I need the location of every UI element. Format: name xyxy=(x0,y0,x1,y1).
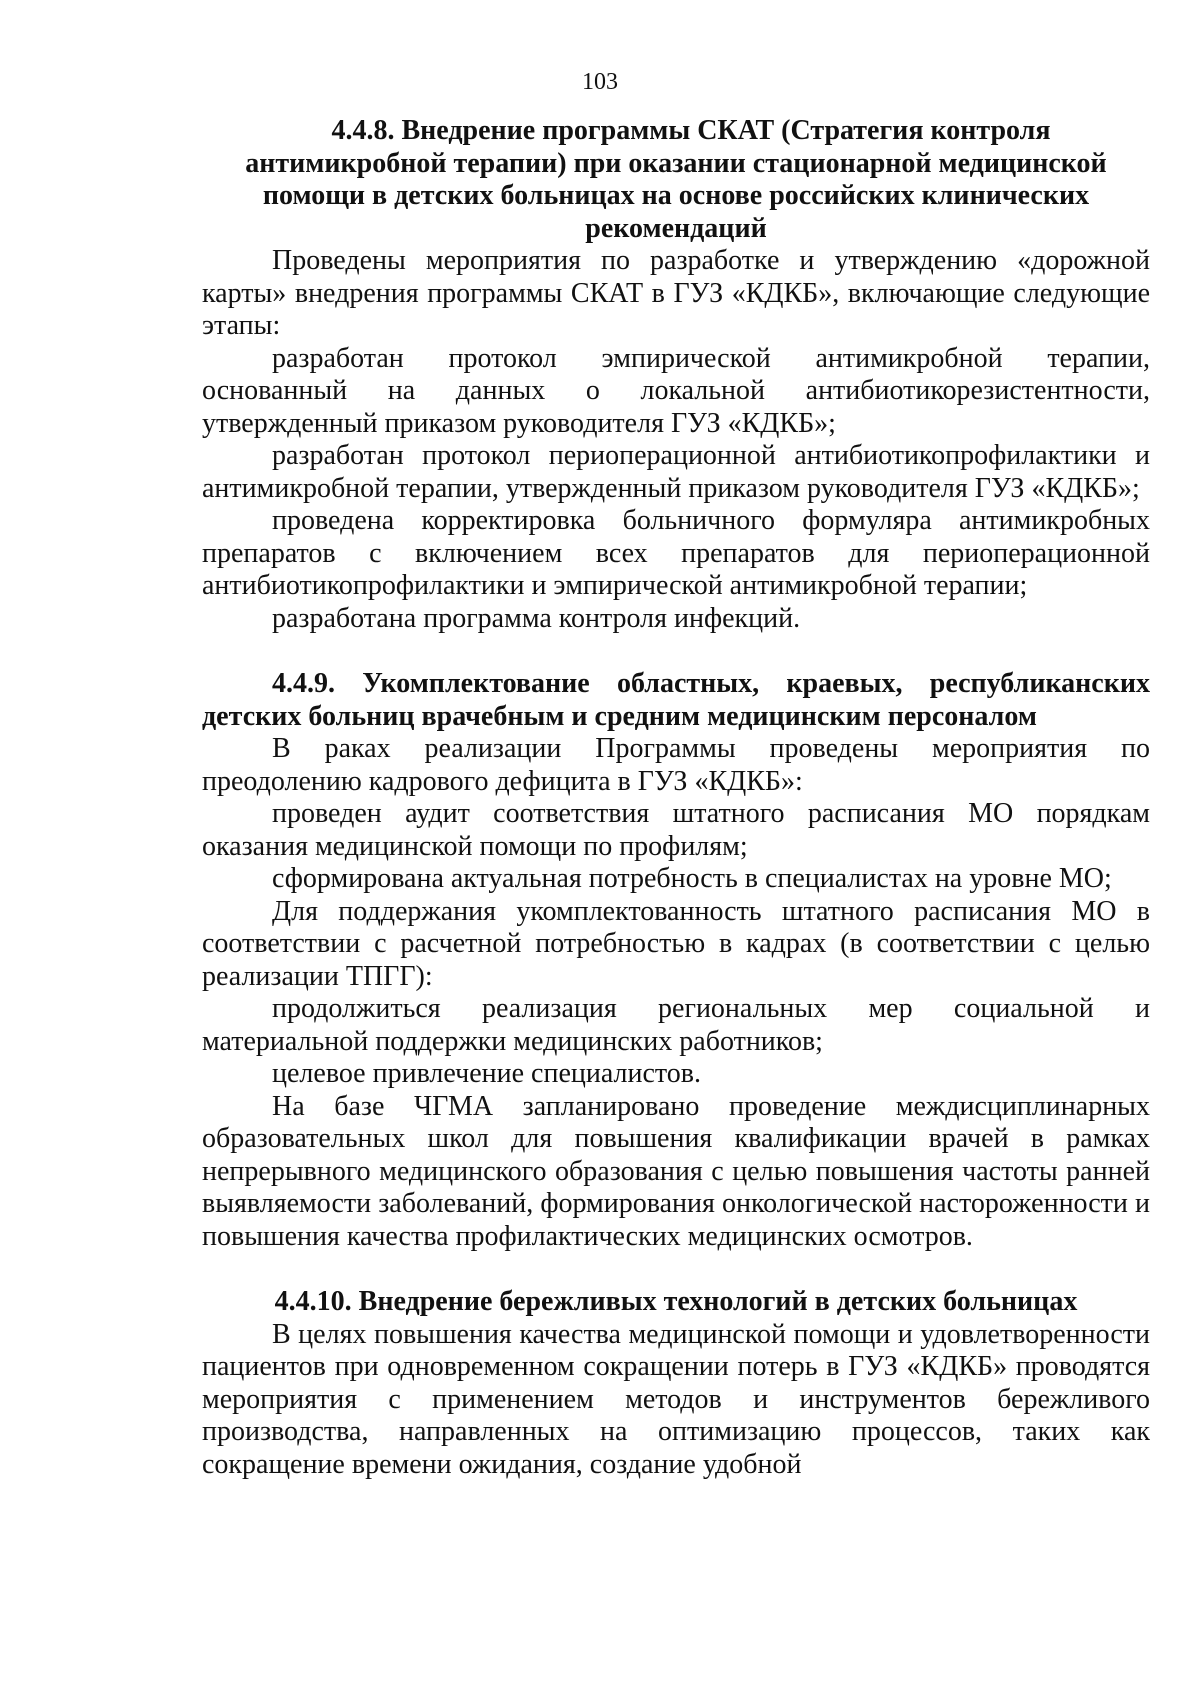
paragraph: В раках реализации Программы проведены мероприятия по преодолению кадрового дефицита в ГУЗ «КДКБ»: xyxy=(202,733,1150,797)
paragraph: На базе ЧГМА запланировано проведение междисциплинарных образовательных школ для повышения квалификации врачей в рамках непрерывного медицинского образования с целью повышения частоты ранней выявляемости заболеваний, формирования онкологической настороженности и повышения качества профилактических медицинских осмотров. xyxy=(202,1090,1150,1252)
section-spacer xyxy=(202,1253,1150,1286)
paragraph: проведен аудит соответствия штатного расписания МО порядкам оказания медицинской помощи по профилям; xyxy=(202,798,1150,862)
paragraph: Для поддержания укомплектованность штатного расписания МО в соответствии с расчетной потребностью в кадрах (в соответствии с целью реализации ТПГГ): xyxy=(202,895,1150,992)
section-heading: 4.4.9. Укомплектование областных, краевых, республиканских детских больниц врачебным и средним медицинским персоналом xyxy=(202,668,1150,732)
paragraph: разработана программа контроля инфекций. xyxy=(272,602,801,634)
paragraph: разработан протокол периоперационной антибиотикопрофилактики и антимикробной терапии, утвержденный приказом руководителя ГУЗ «КДКБ»; xyxy=(202,440,1150,504)
paragraph: В целях повышения качества медицинской помощи и удовлетворенности пациентов при одновременном сокращении потерь в ГУЗ «КДКБ» проводятся мероприятия с применением методов и инструментов бережливого производства, направленных на оптимизацию процессов, таких как сокращение времени ожидания, создание удобной xyxy=(202,1318,1150,1480)
section-4-4-10 xyxy=(202,1286,1150,1481)
paragraph: проведена корректировка больничного формуляра антимикробных препаратов с включением всех препаратов для периоперационной антибиотикопрофилактики и эмпирической антимикробной терапии; xyxy=(202,505,1150,601)
section-heading: 4.4.8. Внедрение программы СКАТ (Стратегия контроля антимикробной терапии) при оказании стационарной медицинской помощи в детских больницах на основе российских клинических рекомендаций xyxy=(245,115,1107,244)
section-4-4-8 xyxy=(202,115,1150,635)
section-heading: 4.4.10. Внедрение бережливых технологий в детских больницах xyxy=(274,1286,1078,1317)
paragraph: разработан протокол эмпирической антимикробной терапии, основанный на данных о локальной антибиотикорезистентности, утвержденный приказом руководителя ГУЗ «КДКБ»; xyxy=(202,342,1150,439)
page-number: 103 xyxy=(582,69,618,95)
page-content xyxy=(202,115,1150,1481)
paragraph: продолжиться реализация региональных мер социальной и материальной поддержки медицинских работников; xyxy=(202,993,1150,1057)
paragraph: Проведены мероприятия по разработке и утверждению «дорожной карты» внедрения программы СКАТ в ГУЗ «КДКБ», включающие следующие этапы: xyxy=(202,245,1150,341)
paragraph: целевое привлечение специалистов. xyxy=(272,1058,701,1089)
paragraph: сформирована актуальная потребность в специалистах на уровне МО; xyxy=(272,863,1112,894)
section-4-4-9 xyxy=(202,668,1150,1253)
section-spacer xyxy=(202,635,1150,668)
